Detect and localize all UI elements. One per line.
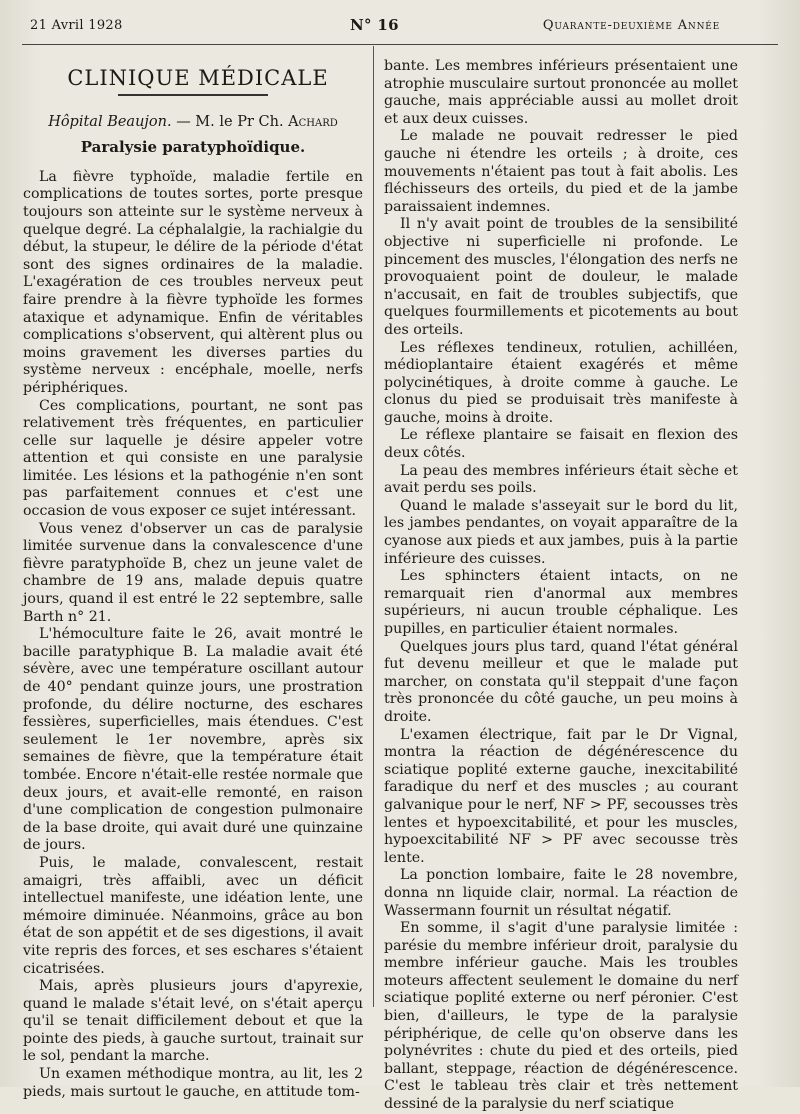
- issue-date: 21 Avril 1928: [30, 18, 123, 33]
- section-title: CLINIQUE MÉDICALE: [67, 66, 329, 90]
- paragraph: Quand le malade s'asseyait sur le bord du lit, les jambes pendantes, on voyait apparaître de la cyanose aux pieds et aux jambes, puis à la partie inférieure des cuisses.: [384, 497, 738, 567]
- paragraph: En somme, il s'agit d'une paralysie limitée : parésie du membre inférieur droit, paralysie du membre inférieur gauche. Mais les troubles moteurs affectent seulement le domaine du nerf sciatique poplité externe ou nerf péronier. C'est bien, d'ailleurs, le type de la paralysie périphérique, de celle qu'on observe dans les polynévrites : chute du pied et des orteils, pied ballant, steppage, réaction de dégénérescence. C'est le tableau très clair et très nettement dessiné de la paralysie du nerf sciatique: [384, 920, 738, 1113]
- column-divider: [373, 46, 374, 1007]
- paragraph: Un examen méthodique montra, au lit, les 2 pieds, mais surtout le gauche, en attitude tom-: [23, 1066, 363, 1100]
- paragraph: Puis, le malade, convalescent, restait amaigri, très affaibli, avec un déficit intellectuel manifeste, une idéation lente, une mémoire diminuée. Néanmoins, grâce au bon état de son appétit et de ses digestions, il avait vite repris des forces, et ses eschares s'étaient cicatrisées.: [23, 854, 363, 977]
- paragraph: La peau des membres inférieurs était sèche et avait perdu ses poils.: [384, 462, 738, 497]
- left-column: [23, 60, 363, 1101]
- page-header: [30, 18, 720, 40]
- author-name: Achard: [288, 113, 338, 130]
- paragraph: Le réflexe plantaire se faisait en flexion des deux côtés.: [384, 427, 738, 462]
- article-subject: Paralysie paratyphoïdique.: [80, 138, 306, 157]
- publication-year: Quarante-deuxième Année: [542, 18, 720, 33]
- paragraph: La ponction lombaire, faite le 28 novembre, donna nn liquide clair, normal. La réaction de Wassermann fournit un résultat négatif.: [384, 867, 738, 919]
- issue-number: N° 16: [350, 16, 399, 34]
- paragraph: Ces complications, pourtant, ne sont pas relativement très fréquentes, en particulier celle sur laquelle je désire appeler votre attention et qui consiste en une paralysie limitée. Les lésions et la pathogénie n'en sont pas parfaitement connues et c'est une occasion de vous exposer ce sujet intéressant.: [23, 397, 363, 520]
- paragraph: Le malade ne pouvait redresser le pied gauche ni étendre les orteils ; à droite, ces mouvements n'étaient pas tout à fait abolis. Les fléchisseurs des orteils, du pied et de la jambe paraissaient indemnes.: [384, 128, 738, 215]
- paragraph: Quelques jours plus tard, quand l'état général fut devenu meilleur et que le malade put marcher, on constata qu'il steppait d'une façon très prononcée du côté gauche, un peu moins à droite.: [384, 638, 738, 725]
- paragraph: Les réflexes tendineux, rotulien, achilléen, médioplantaire étaient exagérés et même polycinétiques, à droite comme à gauche. Le clonus du pied se produisait très manifeste à gauche, moins à droite.: [384, 339, 738, 426]
- header-rule: [22, 44, 778, 45]
- author-title: Pr Ch.: [237, 113, 289, 130]
- hospital-name: Hôpital Beaujon.: [48, 113, 172, 130]
- paragraph: L'examen électrique, fait par le Dr Vignal, montra la réaction de dégénérescence du sciatique poplité externe gauche, inexcitabilité faradique du nerf et des muscles ; au courant galvanique pour le nerf, NF > PF, secousses très lentes et hypoexcitabilité, et pour les muscles, hypoexcitabilité NF > PF avec secousse très lente.: [384, 726, 738, 866]
- article-byline: [23, 114, 363, 132]
- paragraph: bante. Les membres inférieurs présentaient une atrophie musculaire surtout prononcée au mollet gauche, mais appréciable aussi au mollet droit et aux deux cuisses.: [384, 58, 738, 127]
- paragraph: Les sphincters étaient intacts, on ne remarquait rien d'anormal aux membres supérieurs, ni aucun trouble céphalique. Les pupilles, en particulier étaient normales.: [384, 568, 738, 637]
- byline-dash: — M. le: [171, 113, 238, 130]
- section-title-rule: [118, 94, 268, 96]
- paragraph: Il n'y avait point de troubles de la sensibilité objective ni superficielle ni profonde. Le pincement des muscles, l'élongation des nerfs ne provoquaient point de douleur, le malade n'accusait, en fait de troubles subjectifs, que quelques fourmillements et picotements au bout des orteils.: [384, 216, 738, 338]
- right-column: [384, 58, 738, 1114]
- paragraph: La fièvre typhoïde, maladie fertile en complications de toutes sortes, porte presque toujours son atteinte sur le système nerveux à quelque degré. La céphalalgie, la rachialgie du début, la stupeur, le délire de la période d'état sont des signes ordinaires de la maladie. L'exagération de ces troubles nerveux peut faire prendre à la fièvre typhoïde les formes ataxique et adynamique. Enfin de véritables complications s'observent, qui altèrent plus ou moins gravement les diverses parties du système nerveux : encéphale, moelle, nerfs périphériques.: [23, 168, 363, 396]
- paragraph: Vous venez d'observer un cas de paralysie limitée survenue dans la convalescence d'une fièvre paratyphoïde B, chez un jeune valet de chambre de 19 ans, malade depuis quatre jours, quand il est entré le 22 septembre, salle Barth n° 21.: [23, 520, 363, 625]
- paragraph: Mais, après plusieurs jours d'apyrexie, quand le malade s'était levé, on s'était aperçu qu'il se tenait difficilement debout et que la pointe des pieds, à gauche surtout, trainait sur le sol, pendant la marche.: [23, 978, 363, 1065]
- paragraph: L'hémoculture faite le 26, avait montré le bacille paratyphique B. La maladie avait été sévère, avec une température oscillant autour de 40° pendant quinze jours, une prostration profonde, du délire nocturne, des eschares fessières, superficielles, mais étendues. C'est seulement le 1er novembre, après six semaines de fièvre, que la température était tombée. Encore n'était-elle restée normale que deux jours, et avait-elle remonté, en raison d'une complication de congestion pulmonaire de la base droite, qui avait duré une quinzaine de jours.: [23, 626, 363, 854]
